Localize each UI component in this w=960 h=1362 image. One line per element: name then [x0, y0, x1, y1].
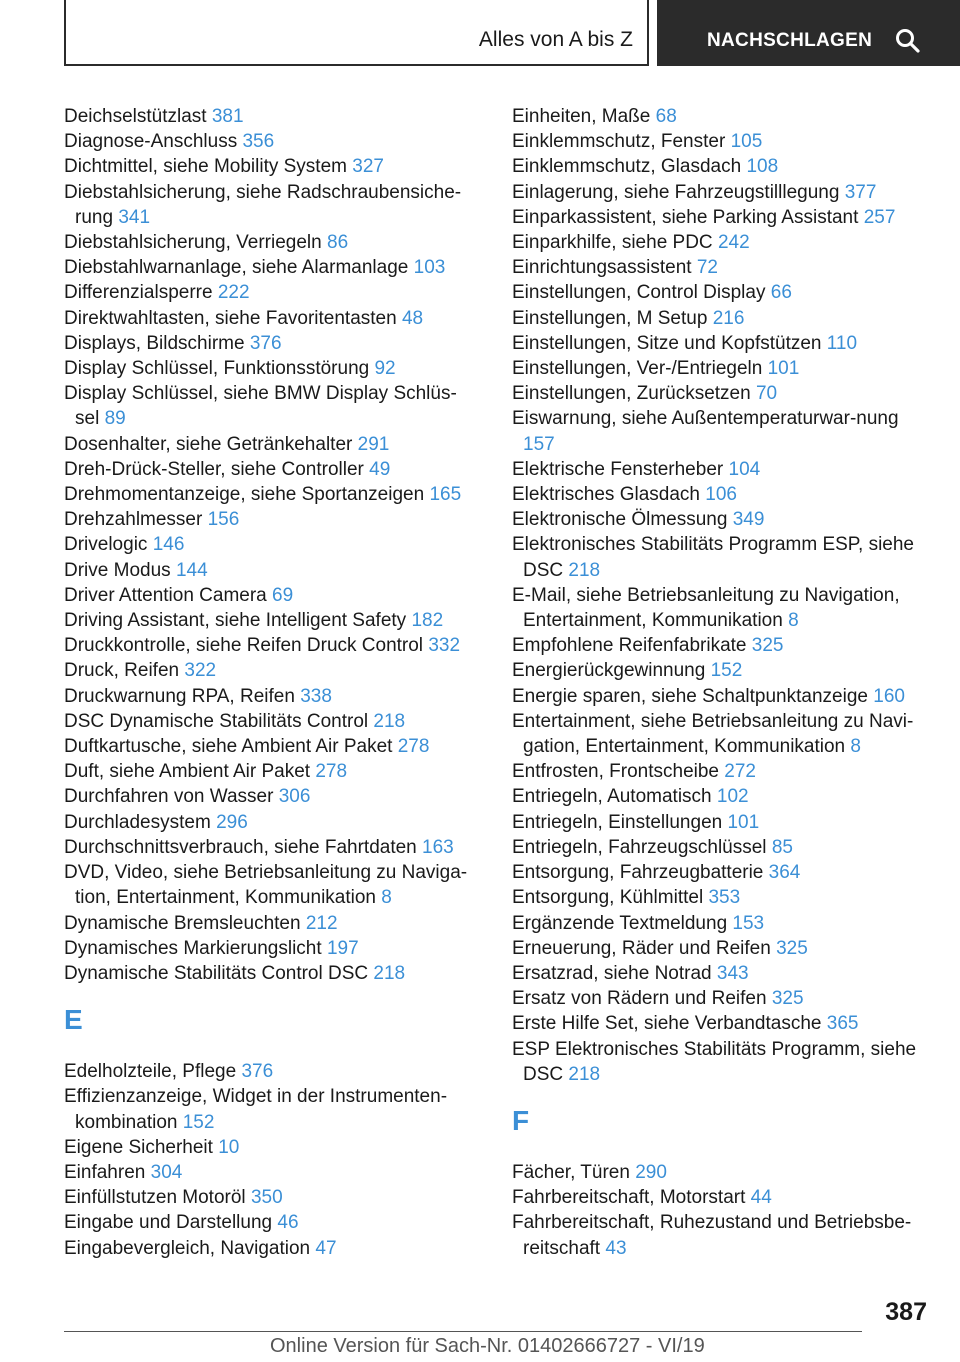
page-reference-link[interactable]: 72 — [696, 257, 718, 279]
index-term: ESP Elektronisches Stabilitäts Programm, siehe DSC — [512, 1038, 917, 1085]
index-term: Dynamische Bremsleuchten — [64, 912, 301, 934]
index-term: Eiswarnung, siehe Außentemperaturwar-nung — [512, 408, 899, 430]
index-entry — [64, 306, 474, 331]
index-term: Edelholzteile, Pflege — [64, 1061, 237, 1083]
page-reference-link[interactable]: 89 — [104, 408, 126, 430]
page-reference-link[interactable]: 156 — [207, 509, 240, 531]
page-reference-link[interactable]: 105 — [730, 131, 763, 153]
index-entry — [512, 1210, 932, 1260]
index-term: Ergänzende Textmeldung — [512, 912, 728, 934]
index-entry — [512, 633, 932, 658]
page-reference-link[interactable]: 70 — [755, 383, 778, 405]
index-term: Elektronisches Stabilitäts Programm ESP, siehe DSC — [512, 534, 914, 581]
page-number: 387 — [885, 1298, 927, 1326]
index-entry — [512, 532, 932, 582]
index-term: Entsorgung, Kühlmittel — [512, 887, 704, 909]
page-reference-link[interactable]: 108 — [746, 156, 779, 178]
index-entry — [64, 633, 474, 658]
index-entry — [64, 608, 474, 633]
page-reference-link[interactable]: 278 — [397, 736, 430, 758]
section-label: Alles von A bis Z — [478, 28, 633, 51]
index-term: Drive Modus — [64, 559, 171, 581]
index-entry — [512, 381, 932, 406]
index-entry — [64, 734, 474, 759]
index-entry — [64, 658, 474, 683]
index-term: Driver Attention Camera — [64, 584, 267, 606]
index-entry — [512, 810, 932, 835]
index-term: Diagnose-Anschluss — [64, 131, 238, 153]
chapter-label: NACHSCHLAGEN — [707, 30, 873, 51]
index-term: Entertainment, siehe Betriebsanleitung zu Navi-gation, Entertainment, Kommunikation — [512, 710, 914, 758]
index-term: Durchfahren von Wasser — [64, 786, 274, 808]
index-term: Eingabevergleich, Navigation — [64, 1237, 311, 1259]
page-reference-link[interactable]: 197 — [326, 937, 359, 959]
page-reference-link[interactable]: 106 — [705, 484, 737, 506]
section-letter-f: F — [512, 1104, 530, 1136]
index-entry — [512, 306, 932, 331]
page-reference-link[interactable]: 353 — [708, 887, 741, 909]
index-entry — [64, 104, 474, 129]
page-reference-link[interactable]: 325 — [771, 988, 804, 1010]
index-term: Einheiten, Maße — [512, 106, 651, 127]
page-reference-link[interactable]: 376 — [241, 1061, 274, 1083]
index-entry — [512, 1185, 932, 1210]
page-reference-link[interactable]: 356 — [242, 131, 275, 153]
index-term: Fahrbereitschaft, Motorstart — [512, 1187, 746, 1209]
index-term: Duftkartusche, siehe Ambient Air Paket — [64, 736, 393, 758]
page-reference-link[interactable]: 222 — [217, 282, 250, 304]
index-term: Elektrische Fensterheber — [512, 458, 724, 480]
index-entry — [64, 558, 474, 583]
index-term: Dynamische Stabilitäts Control DSC — [64, 962, 369, 984]
footer-divider — [64, 1331, 862, 1332]
index-entry — [512, 911, 932, 936]
index-term: Driving Assistant, siehe Intelligent Safety — [64, 610, 407, 632]
index-entry — [64, 1210, 474, 1235]
page-reference-link[interactable]: 218 — [373, 962, 406, 984]
index-term: Diebstahlsicherung, siehe Radschraubensiche-rung — [64, 181, 462, 228]
page-reference-link[interactable]: 322 — [184, 660, 217, 682]
index-term: DSC Dynamische Stabilitäts Control — [64, 710, 369, 732]
page-reference-link[interactable]: 332 — [428, 635, 461, 657]
index-term: Drehmomentanzeige, siehe Sportanzeigen — [64, 484, 425, 506]
index-entry — [64, 381, 474, 431]
page-reference-link[interactable]: 101 — [767, 358, 800, 380]
index-term: Direktwahltasten, siehe Favoritentasten — [64, 307, 397, 329]
chapter-tab[interactable] — [657, 0, 960, 66]
page-reference-link[interactable]: 8 — [850, 736, 861, 758]
index-entry — [512, 356, 932, 381]
index-term: Ersatz von Rädern und Reifen — [512, 988, 767, 1010]
page-reference-link[interactable]: 165 — [429, 484, 462, 506]
index-term: Einstellungen, Ver-/Entriegeln — [512, 358, 763, 380]
index-entry — [64, 482, 474, 507]
index-term: Dynamisches Markierungslicht — [64, 937, 322, 959]
index-entry — [512, 104, 932, 129]
index-entry — [64, 911, 474, 936]
index-entry — [512, 936, 932, 961]
index-term: Einstellungen, Sitze und Kopfstützen — [512, 332, 822, 354]
index-entry — [512, 835, 932, 860]
page-reference-link[interactable]: 104 — [728, 458, 761, 480]
index-term: Druck, Reifen — [64, 660, 180, 682]
index-term: Displays, Bildschirme — [64, 332, 245, 354]
index-term: Display Schlüssel, Funktionsstörung — [64, 358, 370, 380]
index-term: Empfohlene Reifenfabrikate — [512, 635, 747, 657]
index-entry — [64, 709, 474, 734]
page-reference-link[interactable]: 153 — [732, 912, 765, 934]
index-entry — [64, 331, 474, 356]
page-reference-link[interactable]: 341 — [118, 206, 151, 228]
index-entry — [512, 709, 932, 759]
page-reference-link[interactable]: 163 — [422, 836, 454, 858]
page-reference-link[interactable]: 364 — [768, 862, 801, 884]
index-entry — [512, 986, 932, 1011]
index-term: Dreh-Drück-Steller, siehe Controller — [64, 458, 364, 480]
index-entry — [64, 1059, 474, 1084]
index-term: Drehzahlmesser — [64, 509, 203, 531]
index-term: Eigene Sicherheit — [64, 1136, 213, 1158]
page-reference-link[interactable]: 291 — [357, 433, 390, 455]
page-reference-link[interactable]: 146 — [152, 534, 185, 556]
index-entry — [64, 810, 474, 835]
index-entry — [512, 482, 932, 507]
index-term: Druckkontrolle, siehe Reifen Druck Control — [64, 635, 424, 657]
page-reference-link[interactable]: 218 — [568, 1063, 601, 1085]
page-reference-link[interactable]: 349 — [732, 509, 765, 531]
index-entry — [512, 230, 932, 255]
index-term: Fächer, Türen — [512, 1161, 630, 1183]
index-entry — [512, 885, 932, 910]
index-group-e — [64, 1059, 474, 1261]
search-icon[interactable] — [895, 28, 921, 54]
index-entry — [512, 1037, 932, 1087]
index-entry — [64, 1135, 474, 1160]
page-reference-link[interactable]: 216 — [712, 307, 745, 329]
index-entry — [512, 280, 932, 305]
index-term: Einlagerung, siehe Fahrzeugstilllegung — [512, 181, 840, 203]
online-version-note: Online Version für Sach-Nr. 01402666727 - VI/19 — [270, 1335, 705, 1357]
index-entry — [64, 1084, 474, 1134]
index-entry — [64, 154, 474, 179]
index-term: Entfrosten, Frontscheibe — [512, 761, 719, 783]
page-reference-link[interactable]: 85 — [771, 836, 793, 858]
page-reference-link[interactable]: 306 — [278, 786, 311, 808]
index-term: Einstellungen, Zurücksetzen — [512, 383, 751, 405]
index-term: E-Mail, siehe Betriebsanleitung zu Navigation, Entertainment, Kommunikation — [512, 584, 900, 632]
index-term: Entriegeln, Einstellungen — [512, 811, 723, 833]
page-reference-link[interactable]: 86 — [327, 232, 349, 254]
index-term: Energierückgewinnung — [512, 660, 706, 682]
index-group-f — [512, 1160, 932, 1261]
page-reference-link[interactable]: 8 — [788, 610, 799, 632]
page-reference-link[interactable]: 218 — [568, 559, 601, 581]
index-entry — [64, 129, 474, 154]
index-column-right — [512, 104, 932, 1261]
page-reference-link[interactable]: 377 — [844, 181, 877, 203]
index-term: Einparkassistent, siehe Parking Assistant — [512, 206, 859, 228]
page-reference-link[interactable]: 46 — [277, 1212, 299, 1234]
page-reference-link[interactable]: 68 — [655, 106, 677, 127]
index-term: Duft, siehe Ambient Air Paket — [64, 761, 311, 783]
index-group-d — [64, 104, 474, 986]
page-reference-link[interactable]: 101 — [727, 811, 760, 833]
index-entry — [64, 1236, 474, 1261]
page-reference-link[interactable]: 110 — [826, 332, 858, 354]
page-reference-link[interactable]: 381 — [211, 106, 244, 127]
index-term: Entriegeln, Fahrzeugschlüssel — [512, 836, 767, 858]
page-reference-link[interactable]: 8 — [381, 887, 392, 909]
index-entry — [512, 129, 932, 154]
index-term: Erneuerung, Räder und Reifen — [512, 937, 771, 959]
index-entry — [512, 860, 932, 885]
page-reference-link[interactable]: 365 — [826, 1013, 859, 1035]
index-term: Eingabe und Darstellung — [64, 1212, 273, 1234]
index-entry — [64, 507, 474, 532]
page-reference-link[interactable]: 327 — [352, 156, 384, 178]
index-entry — [64, 230, 474, 255]
page-reference-link[interactable]: 69 — [272, 584, 294, 606]
page-reference-link[interactable]: 49 — [369, 458, 391, 480]
page-reference-link[interactable]: 325 — [751, 635, 784, 657]
page-reference-link[interactable]: 290 — [635, 1161, 667, 1183]
index-entry — [512, 507, 932, 532]
index-term: Einrichtungsassistent — [512, 257, 692, 279]
index-term: Druckwarnung RPA, Reifen — [64, 685, 295, 707]
page-reference-link[interactable]: 103 — [413, 257, 446, 279]
index-entry — [512, 180, 932, 205]
page-reference-link[interactable]: 272 — [724, 761, 756, 783]
index-term: Energie sparen, siehe Schaltpunktanzeige — [512, 685, 868, 707]
index-entry — [64, 1185, 474, 1210]
index-term: Einfahren — [64, 1161, 146, 1183]
index-term: Einfüllstutzen Motoröl — [64, 1187, 246, 1209]
page-reference-link[interactable]: 66 — [770, 282, 792, 304]
index-entry — [512, 961, 932, 986]
index-entry — [512, 205, 932, 230]
page-reference-link[interactable]: 350 — [250, 1187, 283, 1209]
page-reference-link[interactable]: 10 — [218, 1136, 240, 1158]
index-entry — [64, 280, 474, 305]
page-reference-link[interactable]: 212 — [305, 912, 338, 934]
index-entry — [64, 180, 474, 230]
page-reference-link[interactable]: 47 — [315, 1237, 337, 1259]
page-reference-link[interactable]: 152 — [182, 1111, 215, 1133]
index-entry — [64, 1160, 474, 1185]
index-entry — [512, 784, 932, 809]
index-term: Effizienzanzeige, Widget in der Instrumenten-kombination — [64, 1086, 448, 1133]
index-term: Durchschnittsverbrauch, siehe Fahrtdaten — [64, 836, 417, 858]
page-reference-link[interactable]: 257 — [863, 206, 896, 228]
page-reference-link[interactable]: 152 — [710, 660, 743, 682]
index-entry — [64, 532, 474, 557]
index-term: Durchladesystem — [64, 811, 211, 833]
index-entry — [512, 154, 932, 179]
page-reference-link[interactable]: 92 — [374, 358, 396, 380]
index-term: Einparkhilfe, siehe PDC — [512, 232, 713, 254]
index-term: Elektrisches Glasdach — [512, 484, 700, 506]
index-entry — [512, 658, 932, 683]
page-reference-link[interactable]: 343 — [716, 962, 749, 984]
page-reference-link[interactable]: 48 — [401, 307, 424, 329]
index-entry — [64, 457, 474, 482]
index-term: Dosenhalter, siehe Getränkehalter — [64, 433, 353, 455]
index-term: Diebstahlsicherung, Verriegeln — [64, 232, 322, 254]
index-term: Deichselstützlast — [64, 106, 207, 127]
page-reference-link[interactable]: 102 — [716, 786, 749, 808]
index-entry — [64, 961, 474, 986]
index-entry — [512, 1160, 932, 1185]
index-entry — [64, 860, 474, 910]
index-entry — [64, 835, 474, 860]
index-term: Entriegeln, Automatisch — [512, 786, 712, 808]
page-reference-link[interactable]: 296 — [216, 811, 248, 833]
page-reference-link[interactable]: 218 — [373, 710, 406, 732]
index-term: Einklemmschutz, Glasdach — [512, 156, 742, 178]
index-entry — [512, 457, 932, 482]
index-entry — [512, 684, 932, 709]
page-reference-link[interactable]: 278 — [315, 761, 348, 783]
index-term: DVD, Video, siehe Betriebsanleitung zu Naviga-tion, Entertainment, Kommunikation — [64, 862, 468, 909]
index-term: Einklemmschutz, Fenster — [512, 131, 726, 153]
index-term: Dichtmittel, siehe Mobility System — [64, 156, 347, 178]
index-entry — [64, 759, 474, 784]
page-reference-link[interactable]: 338 — [300, 685, 332, 707]
index-entry — [512, 255, 932, 280]
page-reference-link[interactable]: 242 — [717, 232, 750, 254]
index-term: Fahrbereitschaft, Ruhezustand und Betriebsbe-reitschaft — [512, 1212, 912, 1259]
page-reference-link[interactable]: 160 — [873, 685, 905, 707]
index-entry — [512, 583, 932, 633]
index-term: Einstellungen, M Setup — [512, 307, 708, 329]
index-term: Elektronische Ölmessung — [512, 509, 728, 531]
page-reference-link[interactable]: 182 — [411, 610, 444, 632]
index-entry — [64, 432, 474, 457]
index-term: Entsorgung, Fahrzeugbatterie — [512, 862, 764, 884]
index-entry — [64, 684, 474, 709]
index-term: Diebstahlwarnanlage, siehe Alarmanlage — [64, 257, 409, 279]
page-reference-link[interactable]: 43 — [605, 1237, 627, 1259]
page-reference-link[interactable]: 144 — [175, 559, 208, 581]
index-term: Ersatzrad, siehe Notrad — [512, 962, 712, 984]
index-term: Erste Hilfe Set, siehe Verbandtasche — [512, 1013, 822, 1035]
index-entry — [64, 356, 474, 381]
index-entry — [64, 784, 474, 809]
index-term: Drivelogic — [64, 534, 148, 556]
page-reference-link[interactable]: 376 — [249, 332, 282, 354]
index-term: Einstellungen, Control Display — [512, 282, 766, 304]
page-reference-link[interactable]: 304 — [150, 1161, 183, 1183]
index-term: Differenzialsperre — [64, 282, 213, 304]
index-entry — [512, 1011, 932, 1036]
page-reference-link[interactable]: 44 — [750, 1187, 772, 1209]
page-reference-link[interactable]: 325 — [776, 937, 808, 959]
index-entry — [64, 583, 474, 608]
index-entry — [512, 406, 932, 456]
index-entry — [64, 255, 474, 280]
index-term: Display Schlüssel, siehe BMW Display Schlüs-sel — [64, 383, 457, 430]
page-reference-link[interactable]: 157 — [523, 433, 555, 455]
index-column-left — [64, 104, 474, 1261]
index-entry — [512, 759, 932, 784]
index-entry — [512, 331, 932, 356]
section-tab — [64, 0, 649, 66]
index-group-e-continued — [512, 104, 932, 1087]
index-entry — [64, 936, 474, 961]
section-letter-e: E — [64, 1004, 83, 1036]
